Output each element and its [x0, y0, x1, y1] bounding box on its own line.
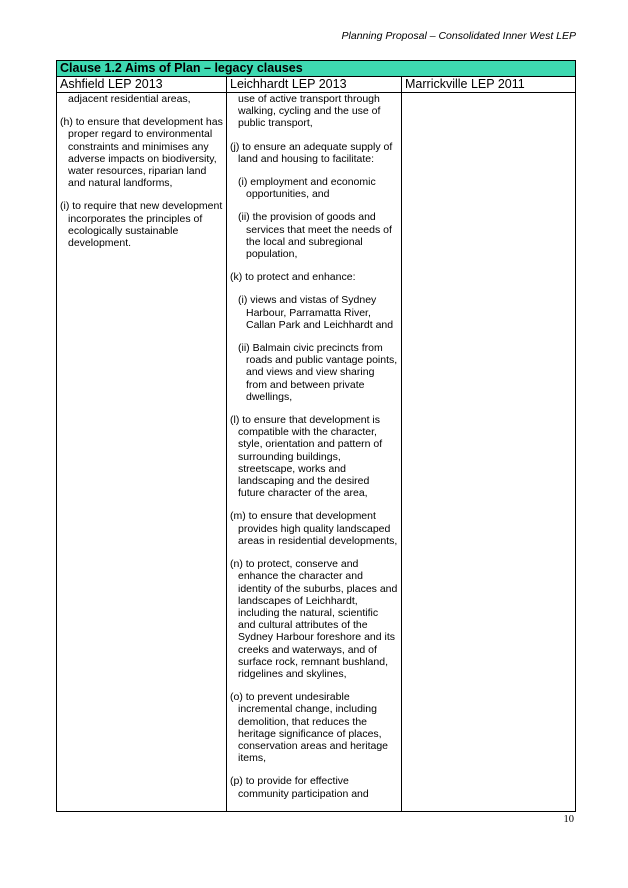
leichhardt-paragraph: use of active transport through walking, cycling and the use of public transport, [238, 93, 381, 130]
leichhardt-paragraph: (k) to protect and enhance: [230, 271, 356, 284]
table-title: Clause 1.2 Aims of Plan – legacy clauses [57, 61, 576, 77]
leichhardt-subparagraph: (ii) Balmain civic precincts from roads and public vantage points, and views and view sharing from and between private dwellings, [238, 342, 398, 403]
leichhardt-cell [227, 93, 402, 812]
leichhardt-paragraph: (l) to ensure that development is compatible with the character, style, orientation and pattern of surrounding buildings, streetscape, works and landscaping and the desired future character of the area, [230, 414, 383, 500]
leichhardt-paragraph: (p) to provide for effective community participation and [230, 775, 369, 800]
leichhardt-paragraph: (m) to ensure that development provides high quality landscaped areas in residential developments, [230, 510, 398, 547]
leichhardt-subparagraph: (i) employment and economic opportunities, and [238, 176, 376, 201]
ashfield-paragraph: (i) to require that new development incorporates the principles of ecologically sustainable development. [60, 200, 223, 250]
marrickville-cell [402, 93, 576, 812]
column-header-ashfield: Ashfield LEP 2013 [57, 77, 227, 93]
ashfield-paragraph: (h) to ensure that development has proper regard to environmental constraints and minimises any adverse impacts on biodiversity, water resources, riparian land and natural landforms, [60, 116, 223, 190]
page-number: 10 [563, 814, 574, 825]
page-header: Planning Proposal – Consolidated Inner West LEP [341, 30, 576, 42]
aims-table [56, 60, 576, 812]
column-header-leichhardt: Leichhardt LEP 2013 [227, 77, 402, 93]
ashfield-cell [57, 93, 227, 812]
column-header-row [57, 77, 576, 93]
leichhardt-paragraph: (o) to prevent undesirable incremental change, including demolition, that reduces the heritage significance of places, conservation areas and heritage items, [230, 691, 389, 765]
column-header-marrickville: Marrickville LEP 2011 [402, 77, 576, 93]
ashfield-paragraph: adjacent residential areas, [68, 93, 191, 105]
leichhardt-paragraph: (j) to ensure an adequate supply of land and housing to facilitate: [230, 140, 393, 165]
leichhardt-subparagraph: (ii) the provision of goods and services that meet the needs of the local and subregional population, [238, 211, 392, 261]
leichhardt-paragraph: (n) to protect, conserve and enhance the character and identity of the suburbs, places and landscapes of Leichhardt, including the natural, scientific and cultural attributes of the Sydney Harbour foreshore and its creeks and waterways, and of surface rock, remnant bushland, ridgelines and skylines, [230, 558, 398, 680]
table-title-row [57, 61, 576, 77]
leichhardt-subparagraph: (i) views and vistas of Sydney Harbour, Parramatta River, Callan Park and Leichhardt and [238, 294, 394, 331]
